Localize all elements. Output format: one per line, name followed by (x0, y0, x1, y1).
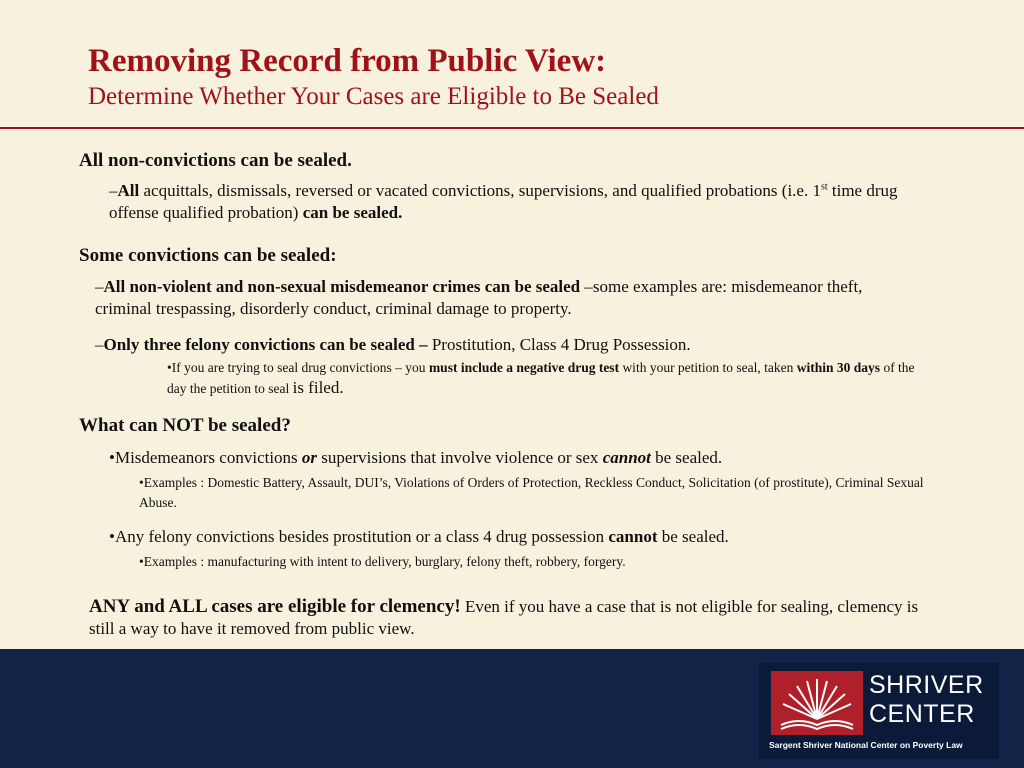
drug-test-note: •If you are trying to seal drug convictions – you must include a negative drug test with your petition to seal, taken within 30 days of the day the petition to seal is filed. (167, 360, 915, 397)
nonconvictions-heading: All non-convictions can be sealed. (79, 150, 352, 171)
title-divider (0, 127, 1024, 129)
logo-wordmark: SHRIVER CENTER (869, 671, 984, 728)
misdemeanor-item: –All non-violent and non-sexual misdemeanor crimes can be sealed –some examples are: misdemeanor theft, criminal trespassing, disorderly conduct, criminal damage to property. (95, 277, 863, 318)
felony-examples: •Examples : manufacturing with intent to delivery, burglary, felony theft, robbery, forgery. (139, 554, 626, 569)
slide-title: Removing Record from Public View: (88, 43, 607, 79)
felony-item: –Only three felony convictions can be sealed – Prostitution, Class 4 Drug Possession. (95, 335, 691, 354)
sunburst-book-icon (771, 671, 863, 735)
misdemeanor-examples: •Examples : Domestic Battery, Assault, DUI’s, Violations of Orders of Protection, Reckless Conduct, Solicitation (of prostitute), Criminal Sexual Abuse. (139, 475, 924, 510)
title-block (88, 42, 988, 112)
shriver-center-logo (759, 663, 999, 759)
slide-subtitle: Determine Whether Your Cases are Eligible to Be Sealed (88, 83, 659, 110)
convictions-heading: Some convictions can be sealed: (79, 245, 337, 266)
clemency-note: ANY and ALL cases are eligible for clemency! Even if you have a case that is not eligible for sealing, clemency is still a way to have it removed from public view. (89, 596, 919, 638)
felony-cannot-item: •Any felony convictions besides prostitution or a class 4 drug possession cannot be sealed. (109, 527, 729, 546)
nonconvictions-item: –All acquittals, dismissals, reversed or vacated convictions, supervisions, and qualified probations (i.e. 1st time drug offense qualified probation) can be sealed. (109, 181, 898, 222)
not-sealed-heading: What can NOT be sealed? (79, 415, 291, 436)
misdemeanor-cannot-item: •Misdemeanors convictions or supervisions that involve violence or sex cannot be sealed. (109, 448, 723, 467)
logo-tagline: Sargent Shriver National Center on Poverty Law (769, 740, 963, 750)
